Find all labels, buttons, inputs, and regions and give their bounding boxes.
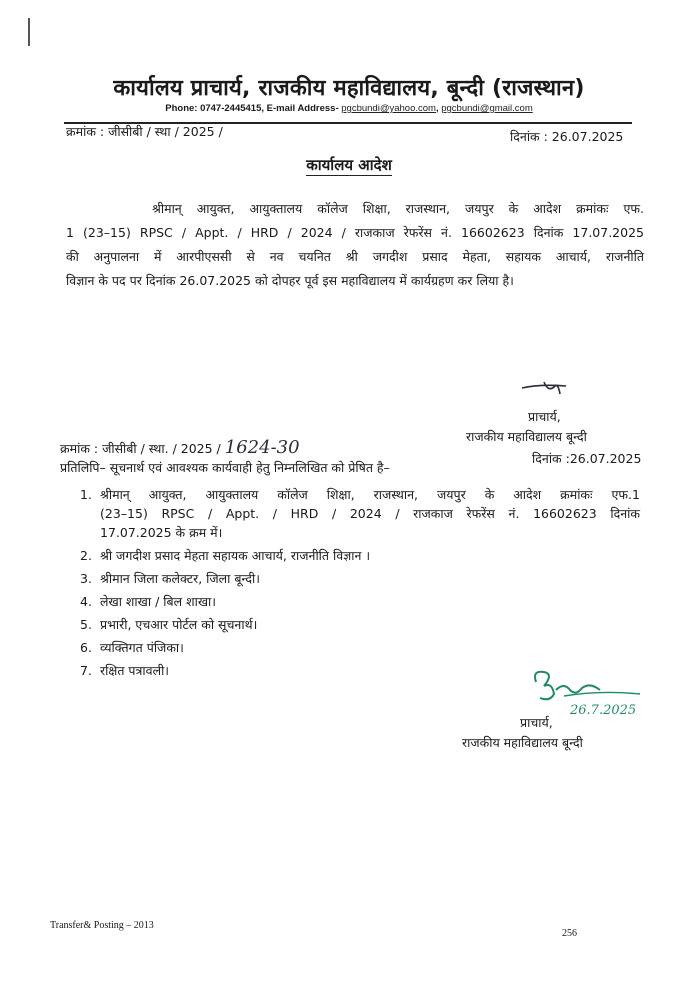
list-item-text: प्रभारी, एचआर पोर्टल को सूचनार्थ। xyxy=(100,617,258,632)
page-number: 256 xyxy=(562,928,577,939)
signature-initial-1 xyxy=(520,378,570,398)
email-separator: , xyxy=(435,103,442,114)
handwritten-signature-date: 26.7.2025 xyxy=(570,703,637,718)
margin-mark xyxy=(28,18,30,46)
list-item-number: 6. xyxy=(80,640,92,655)
list-item-text: रक्षित पत्रावली। xyxy=(100,663,170,678)
list-item-number: 7. xyxy=(80,663,92,678)
signatory-designation-2: प्राचार्य, xyxy=(520,715,553,730)
order-date: दिनांक : 26.07.2025 xyxy=(510,129,624,144)
contact-line xyxy=(0,103,698,114)
order-reference-number: क्रमांक : जीसीबी / स्था / 2025 / xyxy=(66,124,223,139)
list-item-text: व्यक्तिगत पंजिका। xyxy=(100,640,184,655)
list-item xyxy=(80,615,640,634)
signatory-institution-2: राजकीय महाविद्यालय बून्दी xyxy=(462,735,583,750)
list-item-text: श्रीमान् आयुक्त, आयुक्तालय कॉलेज शिक्षा, राजस्थान, जयपुर के आदेश क्रमांकः एफ.1 xyxy=(100,487,640,502)
body-line-3: की अनुपालना में आरपीएससी से नव चयनित श्री जगदीश प्रसाद मेहता, सहायक आचार्य, राजनीति xyxy=(66,249,644,264)
signatory-designation-1: प्राचार्य, xyxy=(528,409,561,424)
signatory-institution-1: राजकीय महाविद्यालय बून्दी xyxy=(466,429,587,444)
body-line-2: 1 (23–15) RPSC / Appt. / HRD / 2024 / राजकाज रेफरेंस नं. 16602623 दिनांक 17.07.2025 xyxy=(66,225,644,240)
order-heading xyxy=(0,155,698,175)
list-item xyxy=(80,485,640,542)
list-item-text: श्री जगदीश प्रसाद मेहता सहायक आचार्य, राजनीति विज्ञान । xyxy=(100,548,371,563)
signature-2 xyxy=(530,668,660,718)
list-item-number: 5. xyxy=(80,617,92,632)
body-line-1: श्रीमान् आयुक्त, आयुक्तालय कॉलेज शिक्षा, राजस्थान, जयपुर के आदेश क्रमांकः एफ. xyxy=(152,201,644,216)
list-item-text: लेखा शाखा / बिल शाखा। xyxy=(100,594,217,609)
footer-file-note: Transfer& Posting – 2013 xyxy=(50,920,154,931)
list-item-text: श्रीमान जिला कलेक्टर, जिला बून्दी। xyxy=(100,571,260,586)
list-item-number: 2. xyxy=(80,548,92,563)
copy-intro: प्रतिलिपि– सूचनार्थ एवं आवश्यक कार्यवाही हेतु निम्नलिखित को प्रेषित है– xyxy=(60,460,390,475)
email-link-yahoo[interactable]: pgcbundi@yahoo.com xyxy=(341,103,436,114)
list-item-number: 3. xyxy=(80,571,92,586)
list-item-text: 17.07.2025 के क्रम में। xyxy=(100,525,223,540)
copy-reference-number xyxy=(60,437,300,458)
handwritten-dispatch-number: 1624-30 xyxy=(224,437,300,458)
order-body xyxy=(66,197,644,293)
list-item-text: (23–15) RPSC / Appt. / HRD / 2024 / राजकाज रेफरेंस नं. 16602623 दिनांक xyxy=(100,506,640,521)
email-link-gmail[interactable]: pgcbundi@gmail.com xyxy=(441,103,533,114)
signature-block-1 xyxy=(466,407,587,447)
body-line-4: विज्ञान के पद पर दिनांक 26.07.2025 को दोपहर पूर्व इस महाविद्यालय में कार्यग्रहण कर लिया है। xyxy=(66,273,514,288)
list-item-number: 1. xyxy=(80,487,92,502)
office-title: कार्यालय प्राचार्य, राजकीय महाविद्यालय, बून्दी (राजस्थान) xyxy=(113,76,585,101)
list-item xyxy=(80,569,640,588)
list-item xyxy=(80,638,640,657)
order-heading-text: कार्यालय आदेश xyxy=(306,156,392,174)
contact-prefix: Phone: 0747-2445415, E-mail Address- xyxy=(165,103,342,114)
list-item xyxy=(80,546,640,565)
list-item xyxy=(80,592,640,611)
signature-block-2 xyxy=(462,713,583,753)
copy-reference-printed: क्रमांक : जीसीबी / स्था. / 2025 / xyxy=(60,441,221,456)
copy-recipient-list xyxy=(80,485,640,684)
list-item-number: 4. xyxy=(80,594,92,609)
copy-date: दिनांक :26.07.2025 xyxy=(532,451,642,466)
